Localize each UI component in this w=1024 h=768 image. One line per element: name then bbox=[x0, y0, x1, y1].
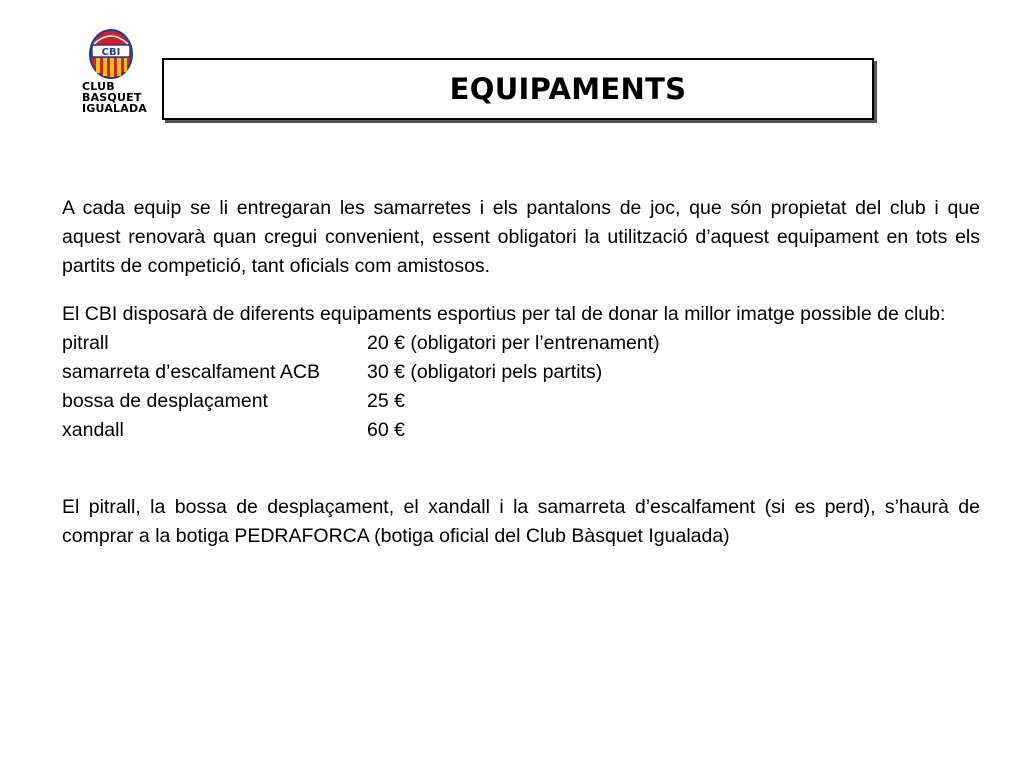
item-price: 25 € bbox=[367, 390, 405, 412]
basketball-badge-icon bbox=[88, 28, 134, 80]
paragraph-equipment-options: El CBI disposarà de diferents equipaments esportius per tal de donar la millor imatge possible de club: bbox=[62, 303, 946, 325]
club-logo bbox=[74, 24, 148, 120]
page-title: EQUIPAMENTS bbox=[449, 72, 687, 106]
item-price: 60 € bbox=[367, 419, 405, 441]
paragraph-equipment-delivery: A cada equip se li entregaran les samarretes i els pantalons de joc, que són propietat del club i que aquest renovarà quan cregui convenient, essent obligatori la utilització d’aquest equipament en tots els partits de competició, tant oficials com amistosos. bbox=[62, 197, 980, 277]
price-row bbox=[62, 387, 660, 416]
price-list bbox=[62, 329, 660, 445]
club-name-line-1: CLUB bbox=[82, 80, 115, 93]
price-row bbox=[62, 329, 660, 358]
document-body bbox=[62, 194, 980, 551]
title-box bbox=[162, 58, 874, 120]
price-row bbox=[62, 416, 660, 445]
item-name: samarreta d’escalfament ACB bbox=[62, 361, 320, 383]
price-row bbox=[62, 358, 660, 387]
club-name bbox=[82, 81, 152, 114]
club-name-line-2: BASQUET bbox=[82, 91, 142, 104]
item-name: xandall bbox=[62, 419, 124, 441]
item-name: pitrall bbox=[62, 332, 109, 354]
svg-text:CBI: CBI bbox=[101, 47, 121, 58]
item-price: 30 € (obligatori pels partits) bbox=[367, 361, 603, 383]
item-name: bossa de desplaçament bbox=[62, 390, 268, 412]
item-price: 20 € (obligatori per l’entrenament) bbox=[367, 332, 660, 354]
paragraph-purchase-info: El pitrall, la bossa de desplaçament, el xandall i la samarreta d’escalfament (si es perd), s’haurà de comprar a la botiga PEDRAFORCA (botiga oficial del Club Bàsquet Igualada) bbox=[62, 496, 980, 547]
club-name-line-3: IGUALADA bbox=[82, 102, 147, 115]
